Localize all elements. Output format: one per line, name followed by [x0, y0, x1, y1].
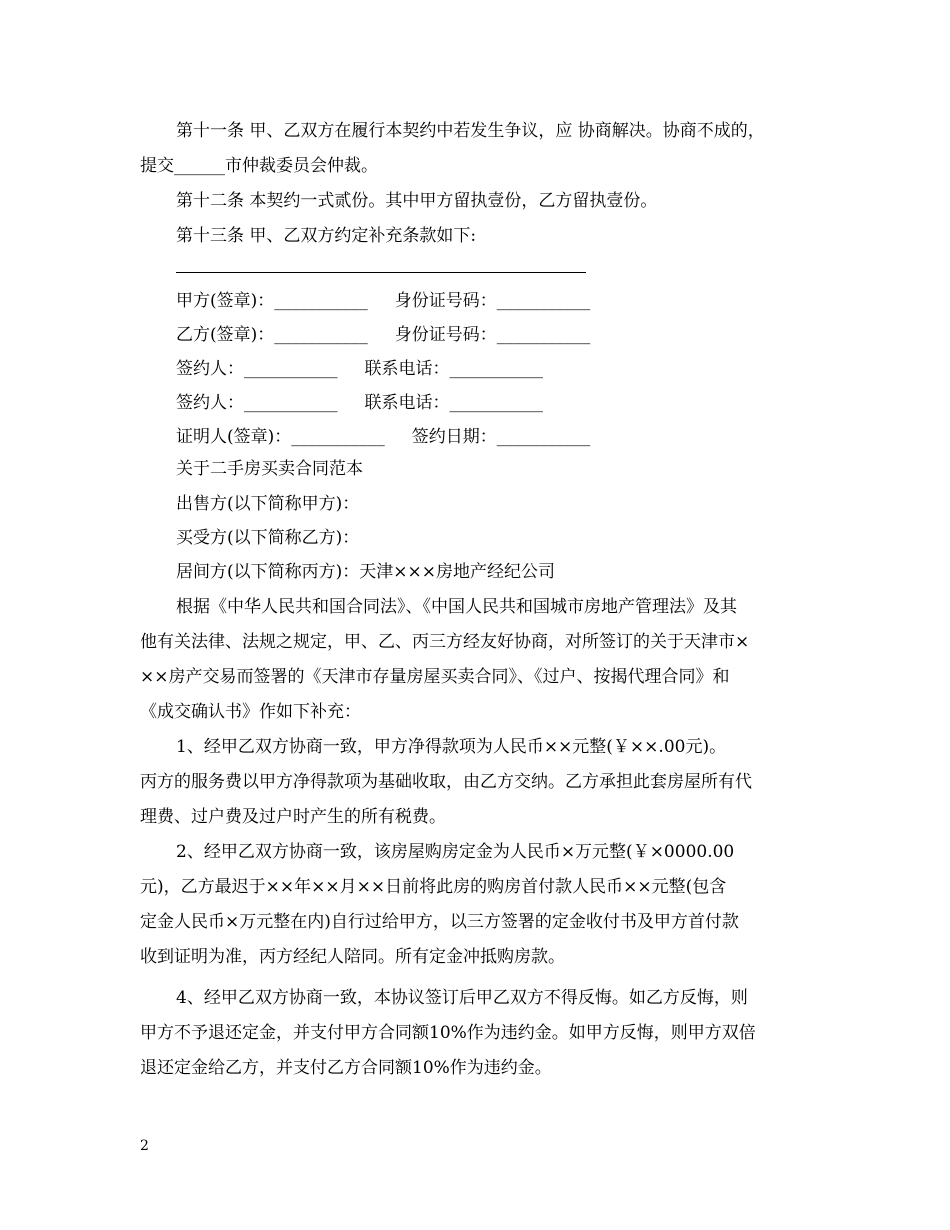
- paragraph-line: 《成交确认书》作如下补充：: [140, 702, 361, 722]
- signature-line: 签约人：___________ 联系电话：___________: [176, 359, 544, 379]
- blank-rule: [176, 272, 586, 273]
- signature-line: 签约人：___________ 联系电话：___________: [176, 393, 544, 413]
- paragraph-line: 第十三条 甲、乙双方约定补充条款如下:: [176, 226, 477, 246]
- party-line: 出售方(以下简称甲方)：: [176, 494, 360, 514]
- paragraph-line: 收到证明为准，丙方经纪人陪同。所有定金冲抵购房款。: [140, 947, 565, 967]
- signature-line: 证明人(签章)：___________ 签约日期：___________: [176, 427, 591, 447]
- paragraph-line: 第十二条 本契约一式贰份。其中甲方留执壹份，乙方留执壹份。: [176, 191, 658, 211]
- paragraph-line: 4、经甲乙双方协商一致，本协议签订后甲乙双方不得反悔。如乙方反悔，则: [176, 988, 748, 1008]
- party-line: 居间方(以下简称丙方)：天津×××房地产经纪公司: [176, 562, 555, 582]
- paragraph-line: 他有关法律、法规之规定，甲、乙、丙三方经友好协商，对所签订的关于天津市×: [140, 632, 750, 652]
- paragraph-line: 第十一条 甲、乙双方在履行本契约中若发生争议，应 协商解决。协商不成的，: [176, 121, 765, 141]
- paragraph-line: 根据《中华人民共和国合同法》、《中国人民共和国城市房地产管理法》及其: [176, 597, 737, 617]
- paragraph-line: 元)，乙方最迟于××年××月××日前将此房的购房首付款人民币××元整(包含: [140, 877, 727, 897]
- page-number: 2: [140, 1138, 149, 1154]
- paragraph-line: ××房产交易而签署的《天津市存量房屋买卖合同》、《过户、按揭代理合同》和: [140, 667, 730, 687]
- party-line: 买受方(以下简称乙方)：: [176, 528, 360, 548]
- paragraph-line: 提交______市仲裁委员会仲裁。: [140, 156, 378, 176]
- paragraph-line: 定金人民币×万元整在内)自行过给甲方，以三方签署的定金收付书及甲方首付款: [140, 912, 739, 932]
- paragraph-line: 2、经甲乙双方协商一致，该房屋购房定金为人民币×万元整(￥×0000.00: [176, 842, 735, 862]
- signature-line: 甲方(签章)：___________ 身份证号码：___________: [176, 291, 591, 311]
- paragraph-line: 丙方的服务费以甲方净得款项为基础收取，由乙方交纳。乙方承担此套房屋所有代: [140, 772, 752, 792]
- document-title: 关于二手房买卖合同范本: [176, 459, 363, 479]
- paragraph-line: 1、经甲乙双方协商一致，甲方净得款项为人民币××元整(￥××.00元)。: [176, 737, 727, 757]
- paragraph-line: 退还定金给乙方，并支付乙方合同额10%作为违约金。: [140, 1058, 552, 1078]
- signature-line: 乙方(签章)：___________ 身份证号码：___________: [176, 325, 591, 345]
- paragraph-line: 甲方不予退还定金，并支付甲方合同额10%作为违约金。如甲方反悔，则甲方双倍: [140, 1023, 756, 1043]
- paragraph-line: 理费、过户费及过户时产生的所有税费。: [140, 807, 446, 827]
